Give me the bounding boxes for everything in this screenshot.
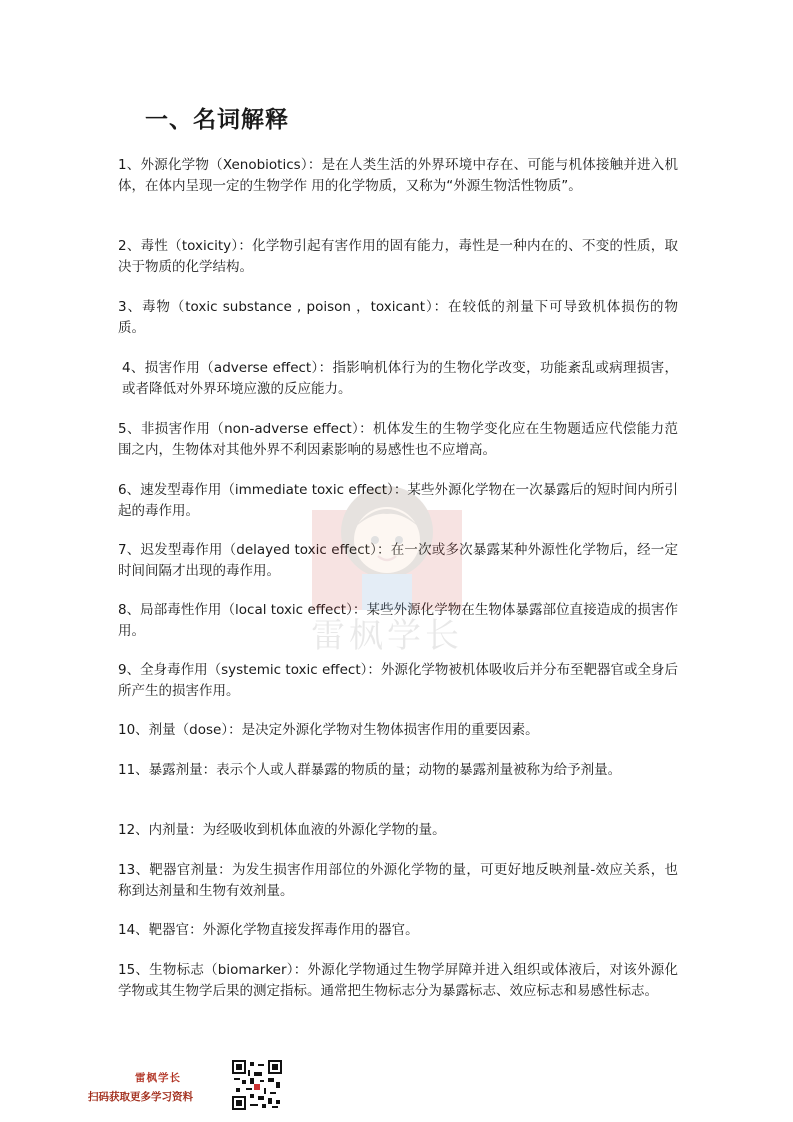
footer-brand: 雷枫学长 [135, 1072, 181, 1084]
term-entry-9: 9、全身毒作用（systemic toxic effect）：外源化学物被机体吸收后并分布至靶器官或全身后所产生的损害作用。 [118, 662, 678, 699]
term-entry-7: 7、迟发型毒作用（delayed toxic effect）：在一次或多次暴露某种外源性化学物后，经一定时间间隔才出现的毒作用。 [118, 542, 678, 579]
term-entry-3: 3、毒物（toxic substance , poison ，toxicant）：在较低的剂量下可导致机体损伤的物质。 [118, 299, 678, 336]
term-entry-15: 15、生物标志（biomarker）：外源化学物通过生物学屏障并进入组织或体液后，对该外源化学物或其生物学后果的测定指标。通常把生物标志分为暴露标志、效应标志和易感性标志。 [118, 962, 678, 999]
term-entry-4: 4、损害作用（adverse effect）：指影响机体行为的生物化学改变，功能紊乱或病理损害，或者降低对外界环境应激的反应能力。 [122, 360, 678, 397]
term-entry-14: 14、靶器官：外源化学物直接发挥毒作用的器官。 [118, 922, 419, 938]
term-entry-12: 12、内剂量：为经吸收到机体血液的外源化学物的量。 [118, 822, 446, 838]
term-entry-13: 13、靶器官剂量：为发生损害作用部位的外源化学物的量，可更好地反映剂量-效应关系，也称到达剂量和生物有效剂量。 [118, 862, 678, 899]
page-title: 一、名词解释 [145, 107, 289, 133]
footer-logo [88, 1070, 228, 1104]
qr-code-icon[interactable] [232, 1060, 282, 1110]
term-entry-1: 1、外源化学物（Xenobiotics）：是在人类生活的外界环境中存在、可能与机体接触并进入机体，在体内呈现一定的生物学作 用的化学物质，又称为“外源生物活性物质”。 [118, 157, 678, 194]
term-entry-6: 6、速发型毒作用（immediate toxic effect）：某些外源化学物在一次暴露后的短时间内所引起的毒作用。 [118, 482, 678, 519]
term-entry-5: 5、非损害作用（non-adverse effect）：机体发生的生物学变化应在生物题适应代偿能力范围之内，生物体对其他外界不利因素影响的易感性也不应增高。 [118, 421, 678, 458]
term-entry-2: 2、毒性（toxicity）：化学物引起有害作用的固有能力，毒性是一种内在的、不变的性质，取决于物质的化学结构。 [118, 238, 678, 275]
watermark-text: 雷枫学长 [311, 616, 463, 656]
term-entry-10: 10、剂量（dose）：是决定外源化学物对生物体损害作用的重要因素。 [118, 722, 539, 738]
footer-tagline: 扫码获取更多学习资料 [88, 1091, 193, 1103]
term-entry-8: 8、局部毒性作用（local toxic effect）：某些外源化学物在生物体暴露部位直接造成的损害作用。 [118, 602, 678, 639]
term-entry-11: 11、暴露剂量：表示个人或人群暴露的物质的量；动物的暴露剂量被称为给予剂量。 [118, 762, 622, 778]
